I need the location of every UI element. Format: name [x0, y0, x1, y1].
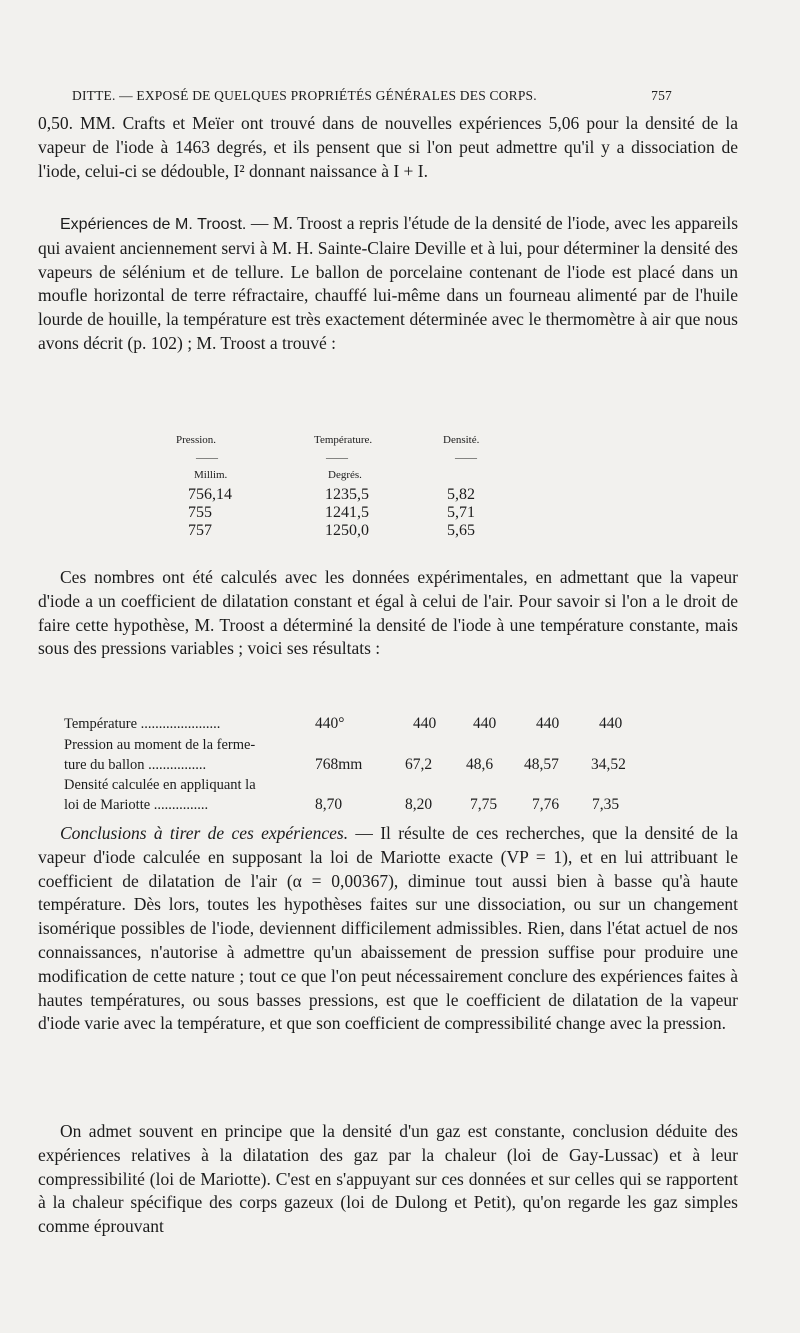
column-header-pression: Pression.: [176, 434, 217, 446]
header-rule: ——: [326, 452, 348, 464]
table-cell: 1250,0: [325, 522, 369, 539]
table-cell: 7,76: [532, 796, 560, 813]
table-cell: 440: [413, 715, 437, 732]
table-cell: 5,71: [447, 504, 475, 521]
table-cell: 5,65: [447, 522, 475, 539]
table-cell: 8,20: [405, 796, 433, 813]
table-cell: 7,75: [470, 796, 498, 813]
table-cell: 34,52: [591, 756, 626, 773]
table-cell: 48,57: [524, 756, 559, 773]
table-cell: 755: [188, 504, 212, 521]
paragraph-conclusions: [38, 822, 738, 1036]
paragraph-crafts-meier: [38, 112, 738, 183]
paragraph-text: — Il résulte de ces recherches, que la densité de la vapeur d'iode calculée en supposant la loi de Mariotte exacte (VP = 1), et en lui attribuant le coefficient de dilatation de l'air (α = 0,00367), diminue tout aussi bien à basse qu'à haute température. Dès lors, toutes les hypothèses faites sur une dissociation, ou sur un changement isomérique possibles de l'iode, deviennent difficilement admissibles. Rien, dans l'état actuel de nos connaissances, n'autorise à admettre qu'un abaissement de pression suffise pour produire une modification de cette nature ; tout ce que l'on peut nécessairement conclure des expériences faites à hautes températures, ou sous basses pressions, est que le coefficient de dilatation de la vapeur d'iode varie avec la température, et que son coefficient de compressibilité change avec la pression.: [38, 823, 738, 1034]
row-label-pression: Pression au moment de la ferme-: [64, 737, 256, 753]
unit-degres: Degrés.: [328, 469, 362, 481]
table-cell: 67,2: [405, 756, 433, 773]
table-cell: 1241,5: [325, 504, 369, 521]
paragraph-text: Ces nombres ont été calculés avec les données expérimentales, en admettant que la vapeur d'iode a un coefficient de dilatation constant et égal à celui de l'air. Pour savoir si l'on a le droit de faire cette hypothèse, M. Troost a déterminé la densité de l'iode à une température constante, mais sous des pressions variables ; voici ses résultats :: [38, 567, 738, 659]
table-cell: 440°: [315, 715, 345, 732]
table-cell: 440: [473, 715, 497, 732]
paragraph-text: 0,50. MM. Crafts et Meïer ont trouvé dans de nouvelles expériences 5,06 pour la densité de la vapeur de l'iode à 1463 degrés, et ils pensent que si l'on peut admettre qu'il y a dissociation de l'iode, celui-ci se dédouble, I² donnant naissance à I + I.: [38, 113, 738, 181]
table-cell: 440: [599, 715, 623, 732]
column-header-temperature: Température.: [314, 434, 373, 446]
unit-millimetres: Millim.: [194, 469, 228, 481]
paragraph-densite-gaz: [38, 1120, 738, 1239]
section-heading-conclusions: Conclusions à tirer de ces expériences.: [60, 823, 349, 843]
header-rule: ——: [196, 452, 218, 464]
row-label-densite: loi de Mariotte ...............: [64, 797, 209, 813]
running-header: [72, 88, 672, 104]
table-cell: 1235,5: [325, 486, 369, 503]
table-cell: 8,70: [315, 796, 343, 813]
section-heading-troost: Expériences de M. Troost.: [60, 216, 247, 233]
table-cell: 757: [188, 522, 212, 539]
row-label-temperature: Température ......................: [64, 716, 221, 732]
table-cell: 756,14: [188, 486, 232, 503]
table-cell: 768mm: [315, 756, 363, 773]
paragraph-text: On admet souvent en principe que la densité d'un gaz est constante, conclusion déduite des expériences relatives à la dilatation des gaz par la chaleur (loi de Gay-Lussac) et à leur compressibilité (loi de Mariotte). C'est en s'appuyant sur ces données et sur celles qui se rapportent à la chaleur spécifique des corps gazeux (loi de Dulong et Petit), qu'on regarde les gaz simples comme éprouvant: [38, 1121, 738, 1237]
table-cell: 48,6: [466, 756, 494, 773]
table-cell: 440: [536, 715, 560, 732]
page-number: 757: [651, 88, 672, 103]
row-label-pression: ture du ballon ................: [64, 757, 207, 773]
running-title: DITTE. — EXPOSÉ DE QUELQUES PROPRIÉTÉS GÉNÉRALES DES CORPS.: [72, 88, 537, 103]
column-header-densite: Densité.: [443, 434, 480, 446]
table-cell: 7,35: [592, 796, 620, 813]
paragraph-troost: [38, 212, 738, 356]
row-label-densite: Densité calculée en appliquant la: [64, 777, 256, 793]
table-cell: 5,82: [447, 486, 475, 503]
header-rule: ——: [455, 452, 477, 464]
paragraph-text: — M. Troost a repris l'étude de la densité de l'iode, avec les appareils qui avaient anciennement servi à M. H. Sainte-Claire Deville et à lui, pour déterminer la densité des vapeurs de sélénium et de tellure. Le ballon de porcelaine contenant de l'iode est placé dans un moufle horizontal de terre réfractaire, chauffé lui-même dans un fourneau alimenté par de l'huile lourde de houille, la température est très exactement déterminée avec le thermomètre à air que nous avons décrit (p. 102) ; M. Troost a trouvé :: [38, 213, 739, 353]
paragraph-calcul: [38, 566, 738, 661]
